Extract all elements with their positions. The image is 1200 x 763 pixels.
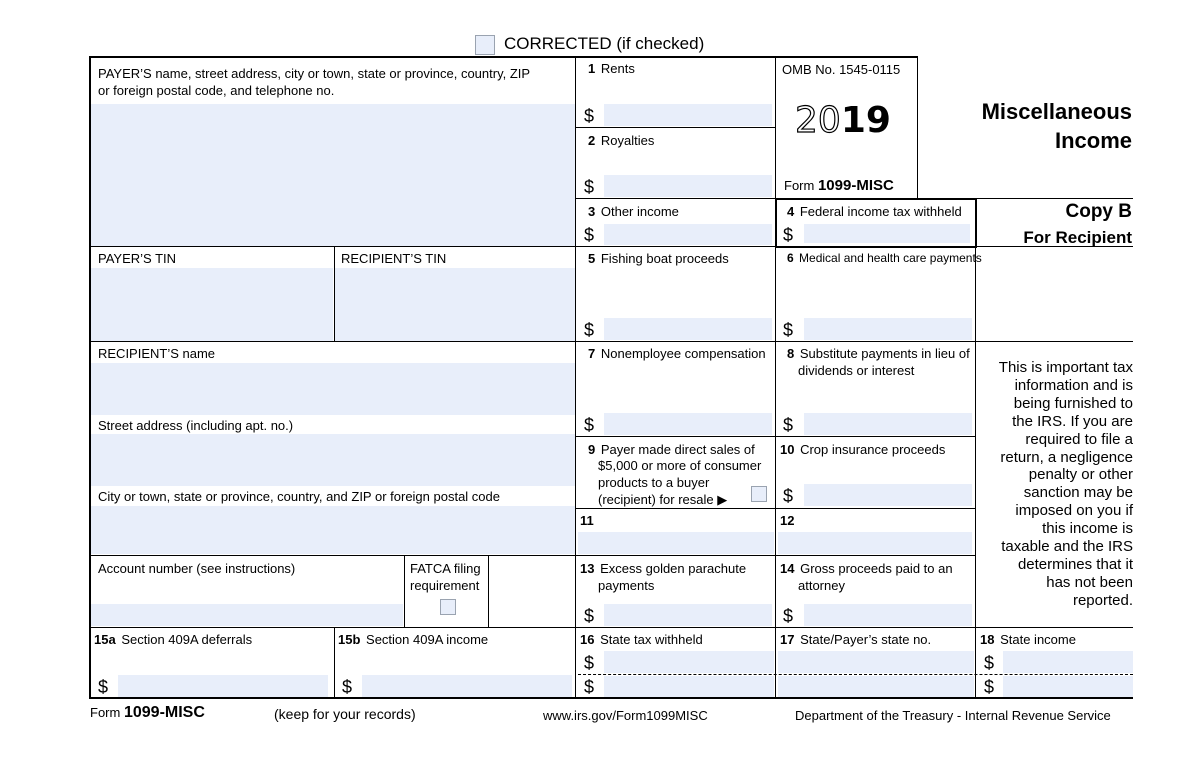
- box1-field[interactable]: [604, 104, 772, 126]
- box15b-text: Section 409A income: [366, 632, 489, 647]
- box12-number: 12: [780, 513, 795, 528]
- box13-label-1: [580, 560, 746, 577]
- box11-number: 11: [580, 513, 594, 528]
- box3-dollar: $: [584, 225, 595, 245]
- box6-field[interactable]: [804, 318, 972, 340]
- box15a-field[interactable]: [118, 675, 328, 697]
- box10-text: Crop insurance proceeds: [800, 442, 946, 457]
- notice-line: information and is: [1014, 376, 1133, 394]
- corrected-checkbox[interactable]: [475, 35, 495, 55]
- box3-label: [588, 203, 679, 220]
- box5-dollar: $: [584, 320, 595, 340]
- recipient-name-label: RECIPIENT’S name: [98, 346, 216, 361]
- box15b-label: [338, 631, 488, 648]
- box18-dollar-1: $: [984, 653, 995, 673]
- box8-text-1: Substitute payments in lieu of: [799, 346, 970, 361]
- box13-number: 13: [580, 561, 595, 576]
- box9-label-2: $5,000 or more of consumer: [598, 458, 762, 473]
- box18-field-2[interactable]: [1003, 676, 1133, 697]
- notice-line: required to file a: [1025, 430, 1133, 448]
- state-dashed-line: [578, 674, 1133, 675]
- copy-for-label: For Recipient: [1023, 228, 1132, 247]
- box17-text: State/Payer’s state no.: [800, 632, 932, 647]
- line-555: [89, 555, 975, 556]
- street-address-label: Street address (including apt. no.): [98, 418, 294, 433]
- box17-field-2[interactable]: [778, 676, 974, 697]
- box14-field[interactable]: [804, 604, 972, 626]
- box1-text: Rents: [600, 61, 635, 76]
- form-id-header: [784, 177, 894, 194]
- line-436-mid: [575, 436, 975, 437]
- box4-dollar: $: [783, 225, 794, 245]
- box3-number: 3: [588, 204, 596, 219]
- box8-dollar: $: [783, 415, 794, 435]
- box7-dollar: $: [584, 415, 595, 435]
- box16-dollar-2: $: [584, 677, 595, 697]
- box12-label: [780, 512, 796, 529]
- box13-dollar: $: [584, 606, 595, 626]
- box15a-label: [94, 631, 252, 648]
- fatca-checkbox[interactable]: [440, 599, 456, 615]
- form-name-header: 1099-MISC: [817, 177, 894, 194]
- line-508-mid: [575, 508, 975, 509]
- footer-form-prefix: Form: [90, 705, 121, 720]
- divider-fatca-right: [488, 555, 489, 627]
- footer-keep: (keep for your records): [274, 706, 416, 722]
- box8-field[interactable]: [804, 413, 972, 435]
- box18-label: [980, 631, 1076, 648]
- notice-line: determines that it: [1017, 555, 1133, 573]
- notice-line: imposed on you if: [1015, 502, 1133, 520]
- copy-label: Copy B: [1065, 201, 1132, 222]
- line-341: [89, 341, 1133, 342]
- line-627: [89, 627, 1133, 628]
- city-field[interactable]: [91, 506, 575, 554]
- box17-field-1[interactable]: [778, 651, 974, 673]
- box14-label-2: attorney: [798, 578, 845, 593]
- box6-dollar: $: [783, 320, 794, 340]
- box9-label-4: (recipient) for resale ▶: [598, 492, 728, 507]
- box18-number: 18: [980, 632, 995, 647]
- notice-text: [985, 359, 1133, 610]
- notice-line: being furnished to: [1013, 394, 1133, 412]
- divider-15a-15b: [334, 627, 335, 698]
- box15b-number: 15b: [338, 632, 361, 647]
- box2-field[interactable]: [604, 175, 772, 197]
- divider-omb-right: [917, 56, 918, 198]
- box9-text-1: Payer made direct sales of: [600, 442, 755, 457]
- notice-line: taxable and the IRS: [1001, 538, 1133, 556]
- box5-field[interactable]: [604, 318, 772, 340]
- box7-number: 7: [588, 346, 596, 361]
- box15b-dollar: $: [342, 677, 353, 697]
- box8-label-1: [787, 345, 970, 362]
- box10-field[interactable]: [804, 484, 972, 506]
- form-bottom-border: [89, 697, 1133, 699]
- box7-text: Nonemployee compensation: [600, 346, 766, 361]
- footer-form-id: [90, 704, 205, 722]
- form-title-2: Income: [1054, 128, 1132, 153]
- box4-number: 4: [787, 204, 795, 219]
- footer-url: www.irs.gov/Form1099MISC: [543, 708, 708, 723]
- box5-text: Fishing boat proceeds: [600, 251, 729, 266]
- box16-field-1[interactable]: [604, 651, 774, 673]
- box18-dollar-2: $: [984, 677, 995, 697]
- box12-field[interactable]: [778, 532, 972, 554]
- notice-line: This is important tax: [998, 359, 1133, 376]
- box14-text-1: Gross proceeds paid to an: [800, 561, 953, 576]
- box9-label-1: [588, 441, 755, 458]
- box9-label-3: products to a buyer: [598, 475, 710, 490]
- box7-field[interactable]: [604, 413, 772, 435]
- box15a-dollar: $: [98, 677, 109, 697]
- box14-number: 14: [780, 561, 795, 576]
- line-left-246: [89, 246, 775, 247]
- box5-label: [588, 250, 729, 267]
- notice-line: this income is: [1042, 520, 1133, 538]
- street-address-field[interactable]: [91, 434, 575, 486]
- payer-name-label-2: or foreign postal code, and telephone no.: [98, 83, 335, 98]
- box16-label: [580, 631, 703, 648]
- box1-dollar: $: [584, 106, 595, 126]
- box15b-field[interactable]: [362, 675, 572, 697]
- box17-label: [780, 631, 931, 648]
- box16-number: 16: [580, 632, 595, 647]
- divider-left-mid: [575, 56, 576, 698]
- box7-label: [588, 345, 766, 362]
- notice-line: reported.: [1072, 591, 1133, 609]
- box3-field[interactable]: [604, 224, 772, 245]
- box15a-text: Section 409A deferrals: [121, 632, 253, 647]
- box5-number: 5: [588, 251, 596, 266]
- divider-right-col: [975, 198, 976, 698]
- box11-field[interactable]: [578, 532, 774, 554]
- box11-label: [580, 512, 596, 529]
- box6-text: Medical and health care payments: [799, 251, 982, 265]
- box14-dollar: $: [783, 606, 794, 626]
- fatca-label-2: requirement: [410, 578, 480, 593]
- recipient-tin-field[interactable]: [335, 268, 575, 341]
- box6-number: 6: [787, 251, 794, 265]
- footer-department: Department of the Treasury - Internal Revenue Service: [795, 708, 1111, 723]
- box4-text: Federal income tax withheld: [799, 204, 962, 219]
- notice-line: penalty or other: [1028, 466, 1133, 484]
- city-label: City or town, state or province, country, and ZIP or foreign postal code: [98, 489, 500, 504]
- payer-tin-label: PAYER’S TIN: [98, 251, 177, 266]
- divider-tin: [334, 246, 335, 341]
- recipient-tin-label: RECIPIENT’S TIN: [341, 251, 447, 266]
- box2-text: Royalties: [600, 133, 655, 148]
- box8-number: 8: [787, 346, 795, 361]
- box4-label: [787, 203, 962, 220]
- notice-line: return, a negligence: [1000, 448, 1133, 466]
- divider-fatca-left: [404, 555, 405, 627]
- notice-line: has not been: [1046, 573, 1133, 591]
- box8-label-2: dividends or interest: [798, 363, 915, 378]
- tax-year: [795, 101, 891, 141]
- box15a-number: 15a: [94, 632, 116, 647]
- box3-text: Other income: [600, 204, 679, 219]
- box1-number: 1: [588, 61, 596, 76]
- box9-checkbox[interactable]: [751, 486, 767, 502]
- line-box1-2: [575, 127, 775, 128]
- box9-number: 9: [588, 442, 596, 457]
- box18-text: State income: [1000, 632, 1076, 647]
- form-prefix-header: Form: [784, 178, 815, 193]
- payer-name-label-1: PAYER’S name, street address, city or town, state or province, country, ZIP: [98, 66, 531, 81]
- corrected-label: CORRECTED (if checked): [504, 34, 705, 53]
- fatca-label-1: FATCA filing: [410, 561, 481, 576]
- box2-label: [588, 132, 654, 149]
- box6-label: [787, 250, 982, 267]
- box1-label: [588, 60, 635, 77]
- box10-label: [780, 441, 945, 458]
- form-title-1: Miscellaneous: [981, 99, 1132, 124]
- box13-text-1: Excess golden parachute: [600, 561, 747, 576]
- tax-year-outline: 20: [795, 100, 841, 141]
- form-left-border: [89, 56, 91, 699]
- box17-number: 17: [780, 632, 795, 647]
- notice-line: the IRS. If you are: [1012, 412, 1133, 430]
- account-number-field[interactable]: [91, 604, 403, 626]
- box13-label-2: payments: [598, 578, 655, 593]
- omb-number: OMB No. 1545-0115: [782, 62, 901, 77]
- form-top-border: [90, 56, 918, 58]
- box10-number: 10: [780, 442, 795, 457]
- payer-tin-field[interactable]: [91, 268, 333, 341]
- box2-dollar: $: [584, 177, 595, 197]
- notice-line: sanction may be: [1023, 484, 1133, 502]
- footer-form-name: 1099-MISC: [123, 704, 205, 721]
- box10-dollar: $: [783, 486, 794, 506]
- payer-name-field[interactable]: [91, 104, 575, 246]
- recipient-name-field[interactable]: [91, 363, 575, 415]
- box2-number: 2: [588, 133, 596, 148]
- box14-label-1: [780, 560, 953, 577]
- box13-field[interactable]: [604, 604, 772, 626]
- box16-dollar-1: $: [584, 653, 595, 673]
- box16-field-2[interactable]: [604, 676, 774, 697]
- tax-year-bold: 19: [840, 100, 891, 141]
- divider-mid-right: [775, 56, 776, 698]
- box18-field-1[interactable]: [1003, 651, 1133, 673]
- account-number-label: Account number (see instructions): [98, 561, 296, 576]
- box16-text: State tax withheld: [600, 632, 703, 647]
